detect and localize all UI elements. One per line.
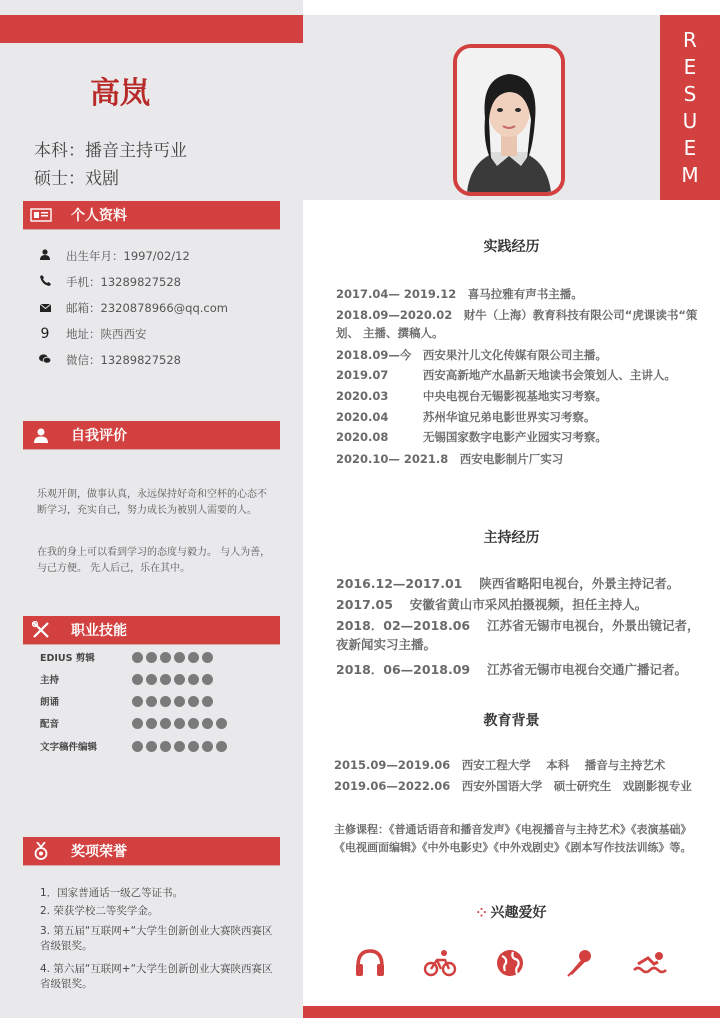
skill-dot xyxy=(160,696,171,707)
skill-dot xyxy=(146,741,157,752)
cycling-icon xyxy=(420,945,460,981)
medal-icon xyxy=(23,842,59,860)
degree-master: 硕士：戏剧 xyxy=(34,169,119,189)
skill-dot xyxy=(132,718,143,729)
skill-dot xyxy=(188,674,199,685)
hobby-title-text: 兴趣爱好 xyxy=(490,905,547,921)
skill-dot xyxy=(216,718,227,729)
left-top-bar xyxy=(0,15,303,43)
skill-dot xyxy=(188,696,199,707)
skill-level-dots xyxy=(132,652,213,663)
tools-icon xyxy=(23,621,59,639)
info-wechat xyxy=(38,352,181,368)
skill-dot xyxy=(160,741,171,752)
skill-dot xyxy=(202,718,213,729)
person-name: 高岚 xyxy=(90,76,150,111)
skill-dot xyxy=(174,741,185,752)
section-divider xyxy=(23,865,280,866)
info-address xyxy=(38,326,147,342)
info-text: 邮箱：2320878966@qq.com xyxy=(66,301,228,315)
resume-letter: E xyxy=(683,54,697,79)
section-divider xyxy=(23,449,280,450)
award-item: 4. 第六届“互联网+“大学生创新创业大赛陕西赛区省级银奖。 xyxy=(40,963,273,990)
microphone-icon xyxy=(560,945,600,981)
skill-label: 文字稿件编辑 xyxy=(40,742,98,753)
info-phone xyxy=(38,274,181,290)
skill-level-dots xyxy=(132,674,213,685)
skill-level-dots xyxy=(132,696,213,707)
section-title: 职业技能 xyxy=(71,623,127,639)
practice-item: 2018.09—2020.02 财牛（上海）教育科技有限公司“虎课读书“策划、 主播、撰稿人。 xyxy=(336,308,698,340)
skill-dot xyxy=(146,696,157,707)
skill-dot xyxy=(160,652,171,663)
skill-dot xyxy=(174,718,185,729)
host-item: 2018．02—2018.06 江苏省无锡市电视台，外景出镜记者，夜新闻实习主播。 xyxy=(336,618,700,652)
skill-dot xyxy=(174,696,185,707)
portrait-illustration xyxy=(457,48,561,192)
skill-label: 主持 xyxy=(40,675,60,686)
education-item: 2015.09—2019.06 西安工程大学 本科 播音与主持艺术 xyxy=(334,758,666,772)
skill-row xyxy=(40,694,213,708)
practice-item: 2020.08 无锡国家数字电影产业园实习考察。 xyxy=(336,430,607,444)
resume-letter: U xyxy=(682,108,698,133)
self-eval-paragraph: 在我的身上可以看到学习的态度与毅力。 与人为善，与己方便。 先人后己，乐在其中。 xyxy=(37,547,271,574)
skill-dot xyxy=(132,674,143,685)
practice-item: 2018.09—今 西安果汁儿文化传媒有限公司主播。 xyxy=(336,348,607,362)
wechat-icon xyxy=(38,354,52,367)
skill-dot xyxy=(174,674,185,685)
swimming-icon xyxy=(630,945,670,981)
practice-item: 2019.07 西安高新地产水晶新天地读书会策划人、主讲人。 xyxy=(336,368,676,382)
practice-title: 实践经历 xyxy=(483,239,540,255)
section-self-evaluation xyxy=(23,421,280,449)
skill-dot xyxy=(160,674,171,685)
skill-dot xyxy=(146,718,157,729)
phone-icon xyxy=(38,275,52,289)
skill-level-dots xyxy=(132,741,227,752)
mail-icon xyxy=(38,302,52,315)
info-birth xyxy=(38,248,190,264)
skill-dot xyxy=(160,718,171,729)
skill-row xyxy=(40,672,213,686)
skill-dot xyxy=(202,652,213,663)
info-text: 微信：13289827528 xyxy=(66,353,181,367)
course-list: 主修课程：《普通话语音和播音发声》《电视播音与主持艺术》《表演基础》《电视画面编辑》《中外电影史》《中外戏剧史》《剧本写作技法训练》等。 xyxy=(334,823,692,854)
person-icon xyxy=(23,428,59,443)
host-item: 2017.05 安徽省黄山市采风拍摄视频，担任主持人。 xyxy=(336,597,648,612)
info-text: 出生年月：1997/02/12 xyxy=(66,249,190,263)
skill-row xyxy=(40,650,213,664)
resume-vertical-label xyxy=(660,15,720,200)
skill-dot xyxy=(188,652,199,663)
award-item: 2. 荣获学校二等奖学金。 xyxy=(40,905,159,917)
section-divider xyxy=(23,644,280,645)
headphones-icon xyxy=(350,945,390,981)
section-title: 个人资料 xyxy=(71,208,127,224)
skill-dot xyxy=(174,652,185,663)
skill-dot xyxy=(146,674,157,685)
practice-item: 2020.04 苏州华谊兄弟电影世界实习考察。 xyxy=(336,410,596,424)
skill-dot xyxy=(202,696,213,707)
skill-row xyxy=(40,739,227,753)
skill-dot xyxy=(132,652,143,663)
practice-item: 2017.04— 2019.12 喜马拉雅有声书主播。 xyxy=(336,287,583,301)
resume-letter: S xyxy=(683,81,697,106)
hobby-title xyxy=(303,902,720,922)
host-item: 2018．06—2018.09 江苏省无锡市电视台交通广播记者。 xyxy=(336,662,687,677)
resume-letter: M xyxy=(681,162,699,187)
education-item: 2019.06—2022.06 西安外国语大学 硕士研究生 戏剧影视专业 xyxy=(334,779,692,793)
skill-dot xyxy=(202,741,213,752)
section-title: 奖项荣誉 xyxy=(71,844,127,860)
degree-bachelor: 本科：播音主持丐业 xyxy=(34,141,187,161)
skill-dot xyxy=(188,741,199,752)
skill-dot xyxy=(188,718,199,729)
section-awards xyxy=(23,837,280,865)
host-item: 2016.12—2017.01 陕西省略阳电视台，外景主持记者。 xyxy=(336,576,680,591)
hobby-icons xyxy=(350,945,670,981)
skill-label: 配音 xyxy=(40,719,60,730)
sparkle-icon: ⁘ xyxy=(476,906,487,920)
location-icon: 9 xyxy=(40,326,50,342)
section-personal xyxy=(23,201,280,229)
host-title: 主持经历 xyxy=(483,530,540,546)
profile-photo xyxy=(453,44,565,196)
resume-letter: R xyxy=(683,27,697,52)
award-item: 1．国家普通话一级乙等证书。 xyxy=(40,887,184,899)
skill-dot xyxy=(132,741,143,752)
education-title: 教育背景 xyxy=(483,713,540,729)
person-icon xyxy=(38,249,52,263)
skill-dot xyxy=(202,674,213,685)
info-email xyxy=(38,300,228,316)
id-card-icon xyxy=(23,208,59,222)
skill-label: 朗诵 xyxy=(40,697,60,708)
skill-level-dots xyxy=(132,718,227,729)
self-eval-paragraph: 乐观开朗，做事认真，永远保持好奇和空杯的心态不断学习，充实自己，努力成长为被别人需要的人。 xyxy=(37,489,267,516)
section-title: 自我评价 xyxy=(71,428,127,444)
skill-label: EDIUS 剪辑 xyxy=(40,653,95,664)
info-text: 手机：13289827528 xyxy=(66,275,181,289)
skill-dot xyxy=(132,696,143,707)
award-item: 3. 第五届“互联网+“大学生创新创业大赛陕西赛区省级银奖。 xyxy=(40,925,273,952)
resume-letter: E xyxy=(683,135,697,160)
practice-item: 2020.10— 2021.8 西安电影制片厂实习 xyxy=(336,452,564,466)
skill-dot xyxy=(146,652,157,663)
globe-icon xyxy=(490,945,530,981)
skill-dot xyxy=(216,741,227,752)
bottom-bar xyxy=(303,1006,720,1018)
skill-row xyxy=(40,716,227,730)
info-text: 地址：陕西西安 xyxy=(66,327,147,341)
practice-item: 2020.03 中央电视台无锡影视基地实习考察。 xyxy=(336,389,607,403)
section-skills xyxy=(23,616,280,644)
section-divider xyxy=(23,229,280,230)
